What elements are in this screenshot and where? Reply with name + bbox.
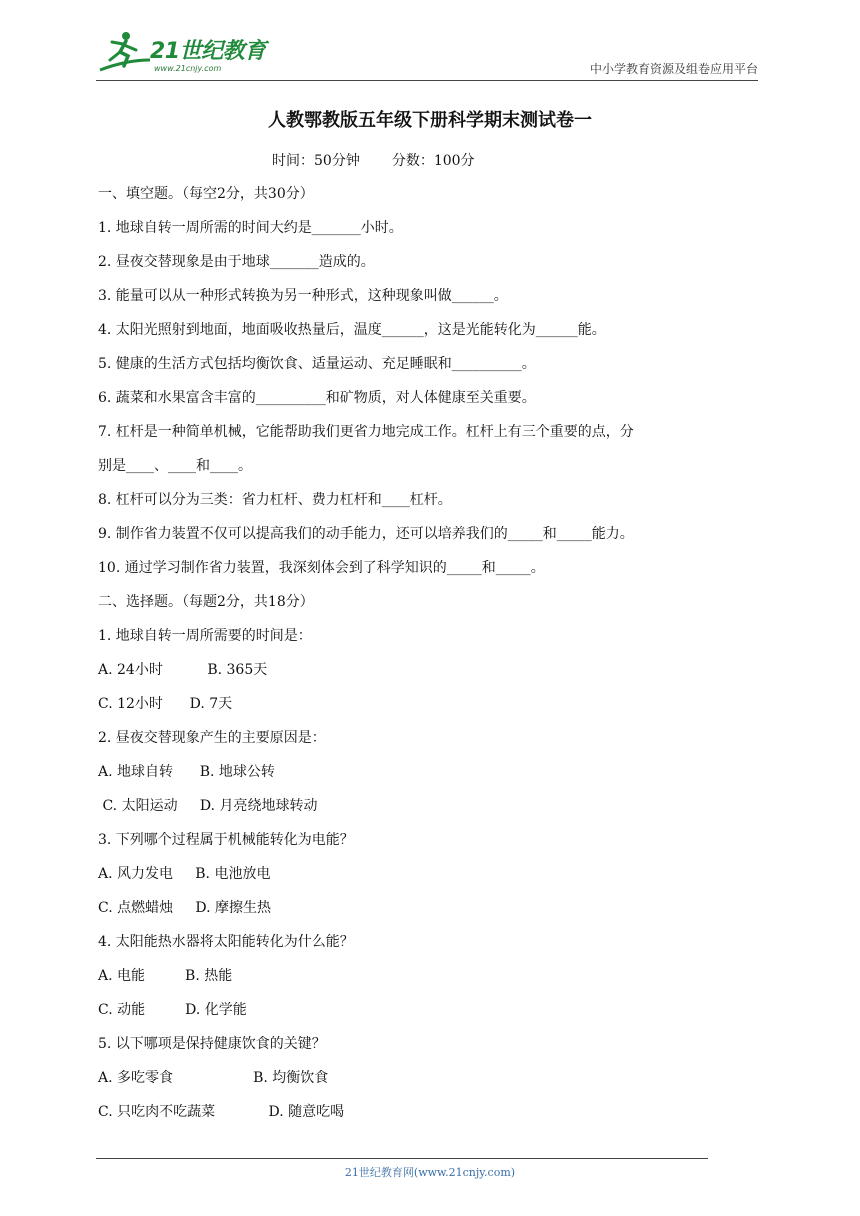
option-line: C. 只吃肉不吃蔬菜 D. 随意吃喝 [98,1104,345,1120]
question-line: 3. 能量可以从一种形式转换为另一种形式，这种现象叫做______。 [98,288,508,304]
question-line: 2. 昼夜交替现象产生的主要原因是： [98,730,326,746]
section-heading: 二、选择题。（每题2分，共18分） [98,594,314,610]
question-line: 1. 地球自转一周所需要的时间是： [98,628,312,644]
question-line: 4. 太阳能热水器将太阳能转化为什么能？ [98,934,354,950]
runner-logo-icon [96,30,152,74]
section-heading: 一、填空题。（每空2分，共30分） [98,186,314,202]
logo-url: www.21cnjy.com [154,64,222,73]
question-line: 3. 下列哪个过程属于机械能转化为电能？ [98,832,354,848]
question-line: 10. 通过学习制作省力装置，我深刻体会到了科学知识的_____和_____。 [98,560,545,576]
exam-score: 分数：100分 [391,153,475,169]
option-line: C. 12小时 D. 7天 [98,696,233,712]
option-line: A. 风力发电 B. 电池放电 [98,866,271,882]
question-line: 1. 地球自转一周所需的时间大约是_______小时。 [98,220,403,236]
header-divider [96,80,758,81]
page-header [96,26,758,78]
logo-text: 21世纪教育 [150,39,266,64]
question-line: 5. 以下哪项是保持健康饮食的关键？ [98,1036,326,1052]
option-line: A. 24小时 B. 365天 [98,662,268,678]
option-line: A. 电能 B. 热能 [98,968,233,984]
question-line: 6. 蔬菜和水果富含丰富的__________和矿物质，对人体健康至关重要。 [98,390,536,406]
site-name: 中小学教育资源及组卷应用平台 [589,62,758,76]
footer-divider [96,1158,708,1159]
option-line: A. 地球自转 B. 地球公转 [98,764,275,780]
question-line: 8. 杠杆可以分为三类：省力杠杆、费力杠杆和____杠杆。 [98,492,452,508]
site-logo [96,26,266,78]
question-line: 2. 昼夜交替现象是由于地球_______造成的。 [98,254,375,270]
option-line: C. 太阳运动 D. 月亮绕地球转动 [98,798,318,814]
option-line: C. 点燃蜡烛 D. 摩擦生热 [98,900,271,916]
option-line: A. 多吃零食 B. 均衡饮食 [98,1070,329,1086]
question-line: 4. 太阳光照射到地面，地面吸收热量后，温度______，这是光能转化为______能。 [98,322,606,338]
page-title: 人教鄂教版五年级下册科学期末测试卷一 [268,110,592,131]
question-line: 别是____、____和____。 [98,458,252,474]
option-line: C. 动能 D. 化学能 [98,1002,247,1018]
question-line: 9. 制作省力装置不仅可以提高我们的动手能力，还可以培养我们的_____和_____能力。 [98,526,634,542]
exam-time: 时间：50分钟 [272,153,360,169]
question-line: 7. 杠杆是一种简单机械，它能帮助我们更省力地完成工作。杠杆上有三个重要的点，分 [98,424,634,440]
page-footer: 21世纪教育网(www.21cnjy.com) [344,1166,516,1179]
exam-meta [272,150,475,170]
question-line: 5. 健康的生活方式包括均衡饮食、适量运动、充足睡眠和__________。 [98,356,536,372]
